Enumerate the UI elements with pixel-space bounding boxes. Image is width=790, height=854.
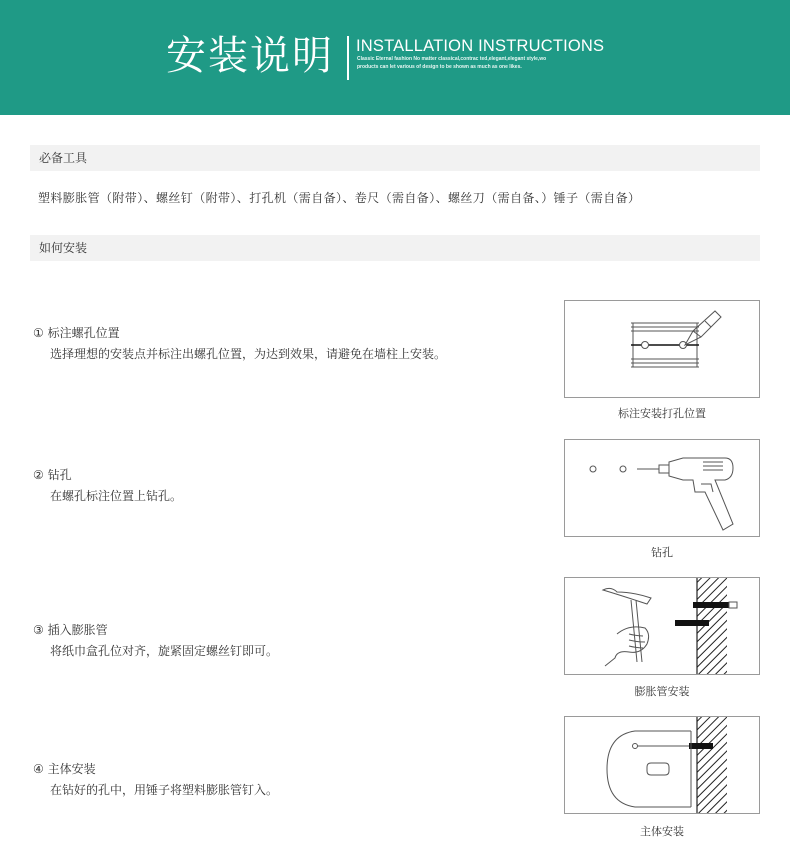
tools-list: 塑料膨胀管（附带）、螺丝钉（附带）、打孔机（需自备）、卷尺（需自备）、螺丝刀（需自备、）锤子（需自备） [38, 191, 641, 205]
drill-icon [565, 440, 759, 536]
banner-subtitle: Classic Eternal fashion No matter classical,contrac ted,elegant,elegant style,wo products can let various of design to be shown as much as one likes. [357, 56, 547, 70]
step-4-illustration [564, 716, 760, 814]
step-1-title: ① 标注螺孔位置 [33, 326, 120, 340]
step-2-illustration [564, 439, 760, 537]
step-1-illustration [564, 300, 760, 398]
hammer-icon [565, 578, 759, 674]
step-3-caption: 膨胀管安装 [634, 685, 690, 698]
banner-divider [347, 36, 349, 80]
step-1-caption: 标注安装打孔位置 [618, 407, 706, 420]
step-2-caption: 钻孔 [651, 546, 673, 559]
banner-title-en: INSTALLATION INSTRUCTIONS [356, 37, 605, 55]
header-banner [0, 0, 790, 115]
step-2-desc: 在螺孔标注位置上钻孔。 [50, 489, 183, 503]
step-4-caption: 主体安装 [640, 825, 684, 838]
dispenser-icon [565, 717, 759, 813]
step-4-desc: 在钻好的孔中，用锤子将塑料膨胀管钉入。 [50, 783, 279, 797]
pencil-mark-icon [565, 301, 759, 397]
step-3-desc: 将纸巾盒孔位对齐，旋紧固定螺丝钉即可。 [50, 644, 279, 658]
tools-heading: 必备工具 [30, 145, 760, 171]
step-1-desc: 选择理想的安装点并标注出螺孔位置，为达到效果，请避免在墙柱上安装。 [50, 347, 447, 361]
step-3-illustration [564, 577, 760, 675]
install-heading: 如何安装 [30, 235, 760, 261]
step-3-title: ③ 插入膨胀管 [33, 623, 108, 637]
step-4-title: ④ 主体安装 [33, 762, 96, 776]
banner-title-cn: 安装说明 [166, 33, 334, 79]
step-2-title: ② 钻孔 [33, 468, 72, 482]
